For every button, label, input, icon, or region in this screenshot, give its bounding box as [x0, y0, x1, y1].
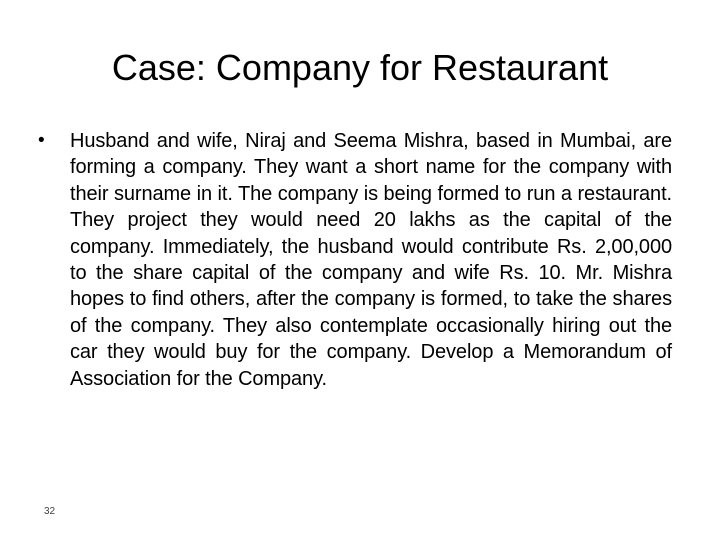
slide-title: Case: Company for Restaurant	[111, 47, 609, 88]
bullet-symbol: •	[38, 130, 45, 151]
page-number: 32	[44, 506, 56, 517]
case-description: Husband and wife, Niraj and Seema Mishra, based in Mumbai, are forming a company. They want a short name for the company with their surname in it. The company is being formed to run a restaurant. They project they would need 20 lakhs as the capital of the company. Immediately, the husband would contribute Rs. 2,00,000 to the share capital of the company and wife Rs. 10. Mr. Mishra hopes to find others, after the company is formed, to take the shares of the company. They also contemplate occasionally hiring out the car they would buy for the company. Develop a Memorandum of Association for the Company.	[70, 130, 672, 390]
